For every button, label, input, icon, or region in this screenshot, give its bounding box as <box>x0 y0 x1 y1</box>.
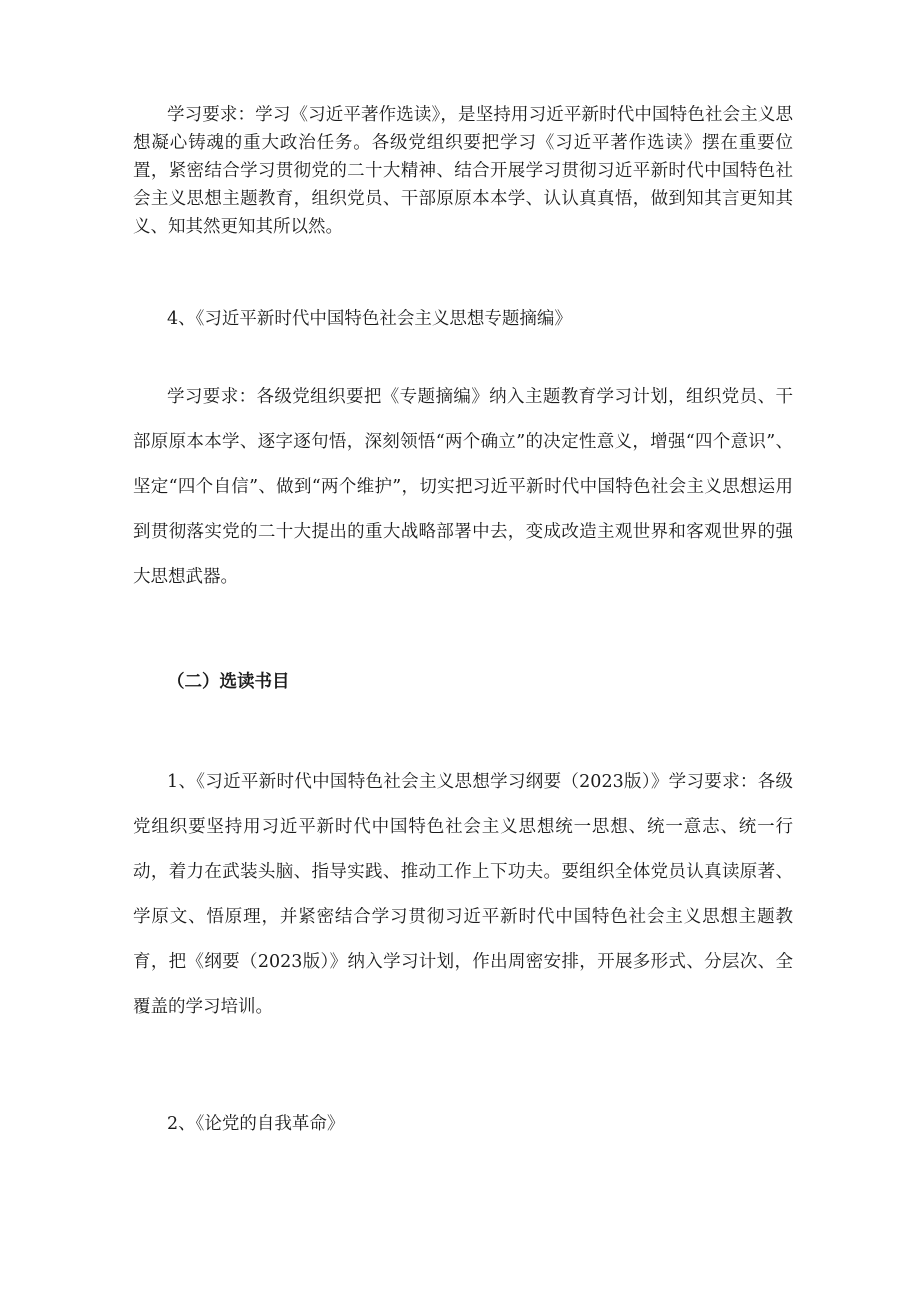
heading-item-2-self-revolution: 2、《论党的自我革命》 <box>167 1114 345 1134</box>
paragraph-study-requirement-topical-excerpts: 学习要求：各级党组织要把《专题摘编》纳入主题教育学习计划，组织党员、干部原原本本学、逐字逐句悟，深刻领悟“两个确立”的决定性意义，增强“四个意识”、坚定“四个自信”、做到“两个维护”，切实把习近平新时代中国特色社会主义思想运用到贯彻落实党的二十大提出的重大战略部署中去，变成改造主观世界和客观世界的强大思想武器。 <box>133 387 793 587</box>
heading-item-4-topical-excerpts: 4、《习近平新时代中国特色社会主义思想专题摘编》 <box>167 309 572 329</box>
paragraph-study-requirement-selected-works: 学习要求：学习《习近平著作选读》，是坚持用习近平新时代中国特色社会主义思想凝心铸魂的重大政治任务。各级党组织要把学习《习近平著作选读》摆在重要位置，紧密结合学习贯彻党的二十大精神、结合开展学习贯彻习近平新时代中国特色社会主义思想主题教育，组织党员、干部原原本本学、认认真真悟，做到知其言更知其义、知其然更知其所以然。 <box>133 105 793 237</box>
section-heading-selected-reading-list: （二）选读书目 <box>167 672 290 692</box>
paragraph-item-1-study-outline: 1、《习近平新时代中国特色社会主义思想学习纲要（2023版）》学习要求：各级党组织要坚持用习近平新时代中国特色社会主义思想统一思想、统一意志、统一行动，着力在武装头脑、指导实践、推动工作上下功夫。要组织全体党员认真读原著、学原文、悟原理，并紧密结合学习贯彻习近平新时代中国特色社会主义思想主题教育，把《纲要（2023版）》纳入学习计划，作出周密安排，开展多形式、分层次、全覆盖的学习培训。 <box>133 772 793 1017</box>
